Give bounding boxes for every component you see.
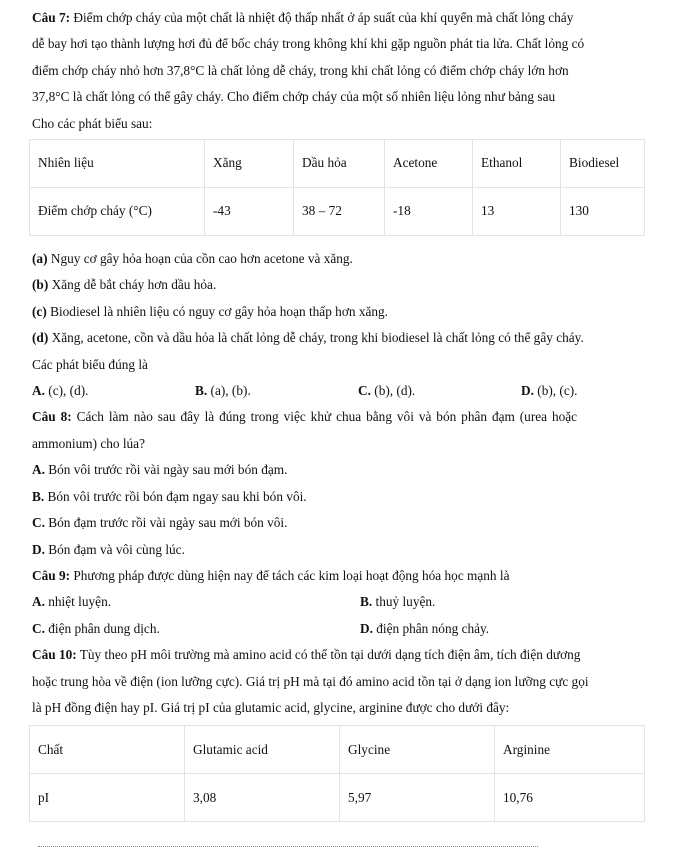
statement-a: (a) Nguy cơ gây hỏa hoạn của cồn cao hơn acetone và xăng. [32, 251, 353, 267]
q7-label: Câu 7: [32, 10, 71, 25]
table-row [30, 188, 645, 236]
q10-line-1: Câu 10: Tùy theo pH môi trường mà amino acid có thể tồn tại dưới dạng tích điện âm, tích điện dương [32, 647, 581, 663]
q8-line-2: ammonium) cho lúa? [32, 435, 145, 451]
q7-line-4: 37,8°C là chất lỏng có thể gây cháy. Cho điểm chớp cháy của một số nhiên liệu lỏng như bảng sau [32, 89, 556, 105]
table-cell: Nhiên liệu [30, 140, 205, 188]
table-cell: Acetone [385, 140, 473, 188]
q7-line-2: dễ bay hơi tạo thành lượng hơi đủ để bốc cháy trong không khí khi gặp nguồn phát tia lửa. Chất lỏng có [32, 36, 585, 52]
table-cell: Glutamic acid [185, 726, 340, 774]
table-cell: 3,08 [185, 774, 340, 822]
table-cell: 13 [473, 188, 561, 236]
flash-point-table [29, 139, 645, 236]
table-header-row [30, 140, 645, 188]
q8-label: Câu 8: [32, 409, 72, 425]
q10-label: Câu 10: [32, 647, 77, 663]
q9-option-b[interactable]: B. thuỷ luyện. [360, 594, 436, 610]
pi-table [29, 725, 645, 822]
q8-option-b[interactable]: B. Bón vôi trước rồi bón đạm ngay sau khi bón vôi. [32, 488, 307, 504]
q9-label: Câu 9: [32, 567, 71, 583]
table-header-row [30, 726, 645, 774]
q7-option-c[interactable]: C. (b), (d). [358, 383, 416, 399]
table-cell: 130 [561, 188, 645, 236]
q7-option-a[interactable]: A. (c), (d). [32, 383, 89, 399]
cut-off-text-line [38, 846, 538, 850]
q8-line-1: Câu 8: Cách làm nào sau đây là đúng trong việc khử chua bằng vôi và bón phân đạm (urea hoặc [32, 409, 578, 425]
table-cell: pI [30, 774, 185, 822]
table-cell: -18 [385, 188, 473, 236]
statement-b: (b) Xăng dễ bắt cháy hơn dầu hỏa. [32, 277, 217, 293]
q10-line-3: là pH đồng điện hay pI. Giá trị pI của glutamic acid, glycine, arginine được cho dưới đây: [32, 699, 510, 715]
table-cell: 38 – 72 [294, 188, 385, 236]
q9-options-row-2 [32, 616, 652, 642]
table-row [30, 774, 645, 822]
q7-question: Các phát biểu đúng là [32, 356, 148, 372]
q7-options [32, 378, 632, 404]
table-cell: Glycine [340, 726, 495, 774]
q7-option-d[interactable]: D. (b), (c). [521, 383, 578, 399]
q9-option-a[interactable]: A. nhiệt luyện. [32, 594, 112, 610]
q8-option-d[interactable]: D. Bón đạm và vôi cùng lúc. [32, 541, 185, 557]
q9-option-d[interactable]: D. điện phân nóng chảy. [360, 620, 490, 636]
table-cell: -43 [205, 188, 294, 236]
table-cell: Biodiesel [561, 140, 645, 188]
table-cell: 5,97 [340, 774, 495, 822]
table-cell: Điểm chớp cháy (°C) [30, 188, 205, 236]
statement-c: (c) Biodiesel là nhiên liệu có nguy cơ gây hỏa hoạn thấp hơn xăng. [32, 303, 388, 319]
q7-line-3: điểm chớp cháy nhỏ hơn 37,8°C là chất lỏng dễ cháy, trong khi chất lỏng có điểm chớp cháy lớn hơn [32, 62, 569, 78]
q8-option-c[interactable]: C. Bón đạm trước rồi vài ngày sau mới bón vôi. [32, 515, 288, 531]
table-cell: 10,76 [495, 774, 645, 822]
q8-option-a[interactable]: A. Bón vôi trước rồi vài ngày sau mới bón đạm. [32, 462, 288, 478]
table-cell: Ethanol [473, 140, 561, 188]
table-cell: Xăng [205, 140, 294, 188]
q7-option-b[interactable]: B. (a), (b). [195, 383, 251, 399]
table-cell: Arginine [495, 726, 645, 774]
table-cell: Chất [30, 726, 185, 774]
q10-line-2: hoặc trung hòa về điện (ion lưỡng cực). Giá trị pH mà tại đó amino acid tồn tại ở dạng ion lưỡng cực gọi [32, 673, 589, 689]
statement-d: (d) Xăng, acetone, cồn và dầu hỏa là chất lỏng dễ cháy, trong khi biodiesel là chất lỏng có thể gây cháy. [32, 330, 584, 346]
q7-intro: Cho các phát biểu sau: [32, 115, 153, 131]
q7-line-1: Câu 7: Điểm chớp cháy của một chất là nhiệt độ thấp nhất ở áp suất của khí quyển mà chất lỏng cháy [32, 10, 574, 25]
q9-line: Câu 9: Phương pháp được dùng hiện nay để tách các kim loại hoạt động hóa học mạnh là [32, 567, 510, 583]
q9-option-c[interactable]: C. điện phân dung dịch. [32, 620, 160, 636]
q9-options-row-1 [32, 589, 652, 615]
q10-block [32, 642, 647, 822]
table-cell: Dầu hỏa [294, 140, 385, 188]
